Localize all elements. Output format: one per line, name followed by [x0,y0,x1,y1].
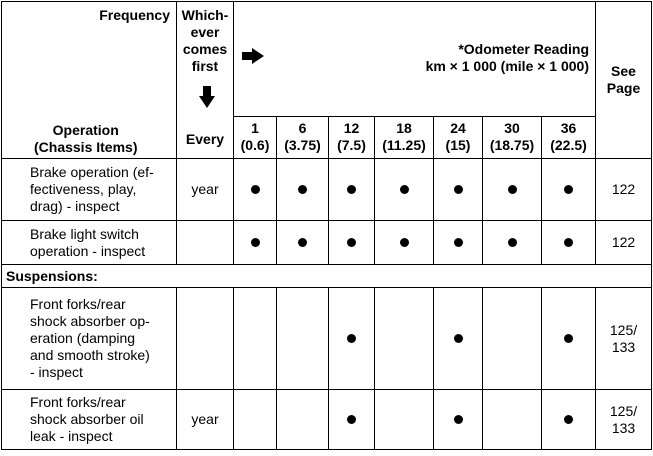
see-page-cell: 122 [596,159,652,221]
inspect-dot-icon [347,185,356,194]
header-whichever-cell [177,2,234,159]
interval-header: 36 (22.5) [542,116,596,158]
interval-cell [277,390,329,450]
interval-cell [329,221,375,265]
inspect-dot-icon [564,238,573,247]
interval-cell [375,221,434,265]
interval-cell [483,288,542,390]
inspect-dot-icon [564,334,573,343]
inspect-dot-icon [400,185,409,194]
table-row [2,288,652,390]
operation-cell: Front forks/rear shock absorber op- eration (damping and smooth stroke) - inspect [2,288,177,390]
inspect-dot-icon [508,185,517,194]
inspect-dot-icon [251,185,260,194]
table-row [2,221,652,265]
interval-cell [434,159,483,221]
interval-cell [483,390,542,450]
inspect-dot-icon [347,238,356,247]
inspect-dot-icon [454,238,463,247]
inspect-dot-icon [298,238,307,247]
table-row [2,390,652,450]
operation-cell: Front forks/rear shock absorber oil leak - inspect [2,390,177,450]
interval-cell [483,221,542,265]
interval-header: 6 (3.75) [277,116,329,158]
operation-column-label: Operation (Chassis Items) [34,122,138,155]
inspect-dot-icon [400,238,409,247]
interval-cell [329,288,375,390]
interval-cell [434,390,483,450]
every-label: Every [185,131,225,147]
interval-cell [234,221,277,265]
interval-cell [434,221,483,265]
interval-header: 1 (0.6) [234,116,277,158]
interval-cell [234,390,277,450]
operation-cell: Brake operation (ef- fectiveness, play, drag) - inspect [2,159,177,221]
inspect-dot-icon [564,185,573,194]
interval-cell [542,390,596,450]
interval-cell [542,159,596,221]
interval-cell [277,221,329,265]
interval-cell [329,159,375,221]
interval-header: 24 (15) [434,116,483,158]
interval-cell [277,288,329,390]
header-operation-cell [2,2,177,159]
interval-cell [329,390,375,450]
inspect-dot-icon [564,415,573,424]
interval-cell [277,159,329,221]
every-cell: year [177,390,234,450]
whichever-label: Which- ever comes first [181,7,229,74]
inspect-dot-icon [347,334,356,343]
interval-cell [542,221,596,265]
every-cell [177,221,234,265]
interval-cell [234,288,277,390]
interval-cell [375,288,434,390]
interval-cell [375,159,434,221]
interval-cell [434,288,483,390]
inspect-dot-icon [454,185,463,194]
inspect-dot-icon [251,238,260,247]
frequency-label: Frequency [99,7,170,23]
arrow-right-icon [242,48,264,64]
interval-header: 18 (11.25) [375,116,434,158]
every-cell: year [177,159,234,221]
section-row [2,265,652,288]
every-cell [177,288,234,390]
table-row [2,159,652,221]
inspect-dot-icon [508,238,517,247]
interval-cell [234,159,277,221]
interval-cell [542,288,596,390]
interval-header: 30 (18.75) [483,116,542,158]
interval-cell [375,390,434,450]
inspect-dot-icon [454,334,463,343]
interval-header: 12 (7.5) [329,116,375,158]
operation-cell: Brake light switch operation - inspect [2,221,177,265]
inspect-dot-icon [298,185,307,194]
see-page-header: See Page [596,2,652,159]
header-odometer-cell [234,2,596,117]
see-page-cell: 122 [596,221,652,265]
section-heading: Suspensions: [2,265,652,288]
inspect-dot-icon [347,415,356,424]
interval-cell [483,159,542,221]
arrow-down-icon [199,86,215,108]
see-page-cell: 125/ 133 [596,390,652,450]
maintenance-schedule-table [1,1,652,450]
odometer-label: *Odometer Reading km × 1 000 (mile × 1 000) [425,41,590,74]
see-page-cell: 125/ 133 [596,288,652,390]
inspect-dot-icon [454,415,463,424]
